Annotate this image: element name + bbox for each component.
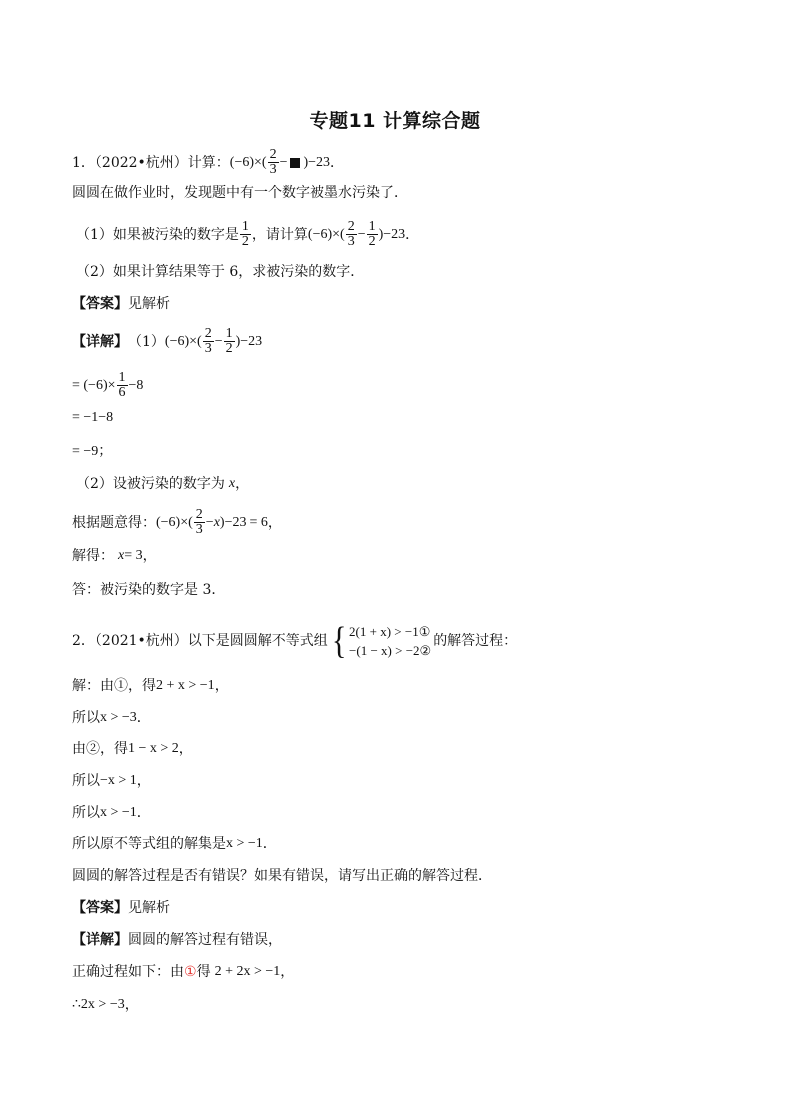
q1-statement: 1．（2022•杭州）计算： (−6)×( $\frac{2}{3}$ − )−2 3 ． [72,147,345,177]
q1-fraction: $\frac{2}{3}$ [269,147,277,177]
q1-detail-line3: = −1−8 [72,410,114,425]
q1-detail-line6: 根据题意得： (−6)×( $\frac{2}{3}$ − x )−2 3 = 6 ， [72,507,282,537]
q1-prefix: 1．（2022•杭州）计算： [72,154,230,171]
left-brace-icon: { [331,620,347,662]
q2-answer: 【答案】 见解析 [72,900,170,916]
circled-one-mark: ① [184,964,197,980]
q2-correct-step1: 正确过程如下：由 ① 得 2 + 2x > −1 ， [72,964,295,980]
q1-detail-line1: 【详解】 （1） (−6)×( $\frac{2}{3}$ − $\frac{1}{2}$ )−2 3 [72,326,263,356]
system-row-1: 2(1 + x) > −1① [349,624,431,639]
q1-detail-line2: = (−6)× $\frac{1}{6}$ −8 [72,370,144,400]
q1-detail-line5: （2）设被污染的数字为 x ， [76,476,250,492]
page-title: 专题11 计算综合题 [309,110,481,132]
q1-detail-line8: 答：被污染的数字是 3． [72,582,226,598]
q1-expr-b: − [279,154,288,170]
inequality-system [330,622,431,660]
answer-tag: 【答案】 [72,296,128,312]
q2-correct-step2: ∴ 2x > −3 ， [72,997,139,1013]
q1-part2: （2）如果计算结果等于 6，求被污染的数字． [76,264,365,280]
answer-tag: 【答案】 [72,900,128,916]
q1-part1: （1）如果被污染的数字是 $\frac{1}{2}$ ，请计算 (−6)×( $\frac{2}{3}$ − $\frac{1}{2}$ )−2 3 ． [76,219,420,249]
detail-tag: 【详解】 [72,333,128,350]
q1-detail-line4: = −9； [72,444,113,459]
q1-detail-line7: 解得： x = 3 ， [72,548,157,564]
system-row-2: −(1 − x) > −2② [349,643,432,658]
q2-detail: 【详解】 圆圆的解答过程有错误， [72,932,282,948]
q2-step6: 所以原不等式组的解集是 x > −1 ． [72,836,277,852]
q2-step4: 所以 −x > 1 ， [72,773,151,789]
detail-tag: 【详解】 [72,932,128,948]
ink-blot-square-icon [290,158,300,168]
q2-step5: 所以 x > −1 ． [72,805,151,821]
q2-prefix: 2．（2021•杭州）以下是圆圆解不等式组 [72,633,328,649]
q1-expr-a: (−6)×( [229,154,267,170]
q2-step2: 所以 x > −3 ． [72,710,151,726]
q2-step1: 解：由①，得 2 + x > −1 ， [72,678,229,694]
q1-expr-c: )−2 [303,154,324,170]
q2-statement: 2．（2021•杭州）以下是圆圆解不等式组 { 2(1 + x) > −1① −(1 − x) > −2② 的解答过程： [72,620,518,662]
q2-step3: 由②，得 1 − x > 2 ， [72,741,193,757]
q1-answer: 【答案】 见解析 [72,296,170,312]
q2-question: 圆圆的解答过程是否有错误？如果有错误，请写出正确的解答过程． [72,868,492,884]
q1-story: 圆圆在做作业时，发现题中有一个数字被墨水污染了． [72,185,408,201]
